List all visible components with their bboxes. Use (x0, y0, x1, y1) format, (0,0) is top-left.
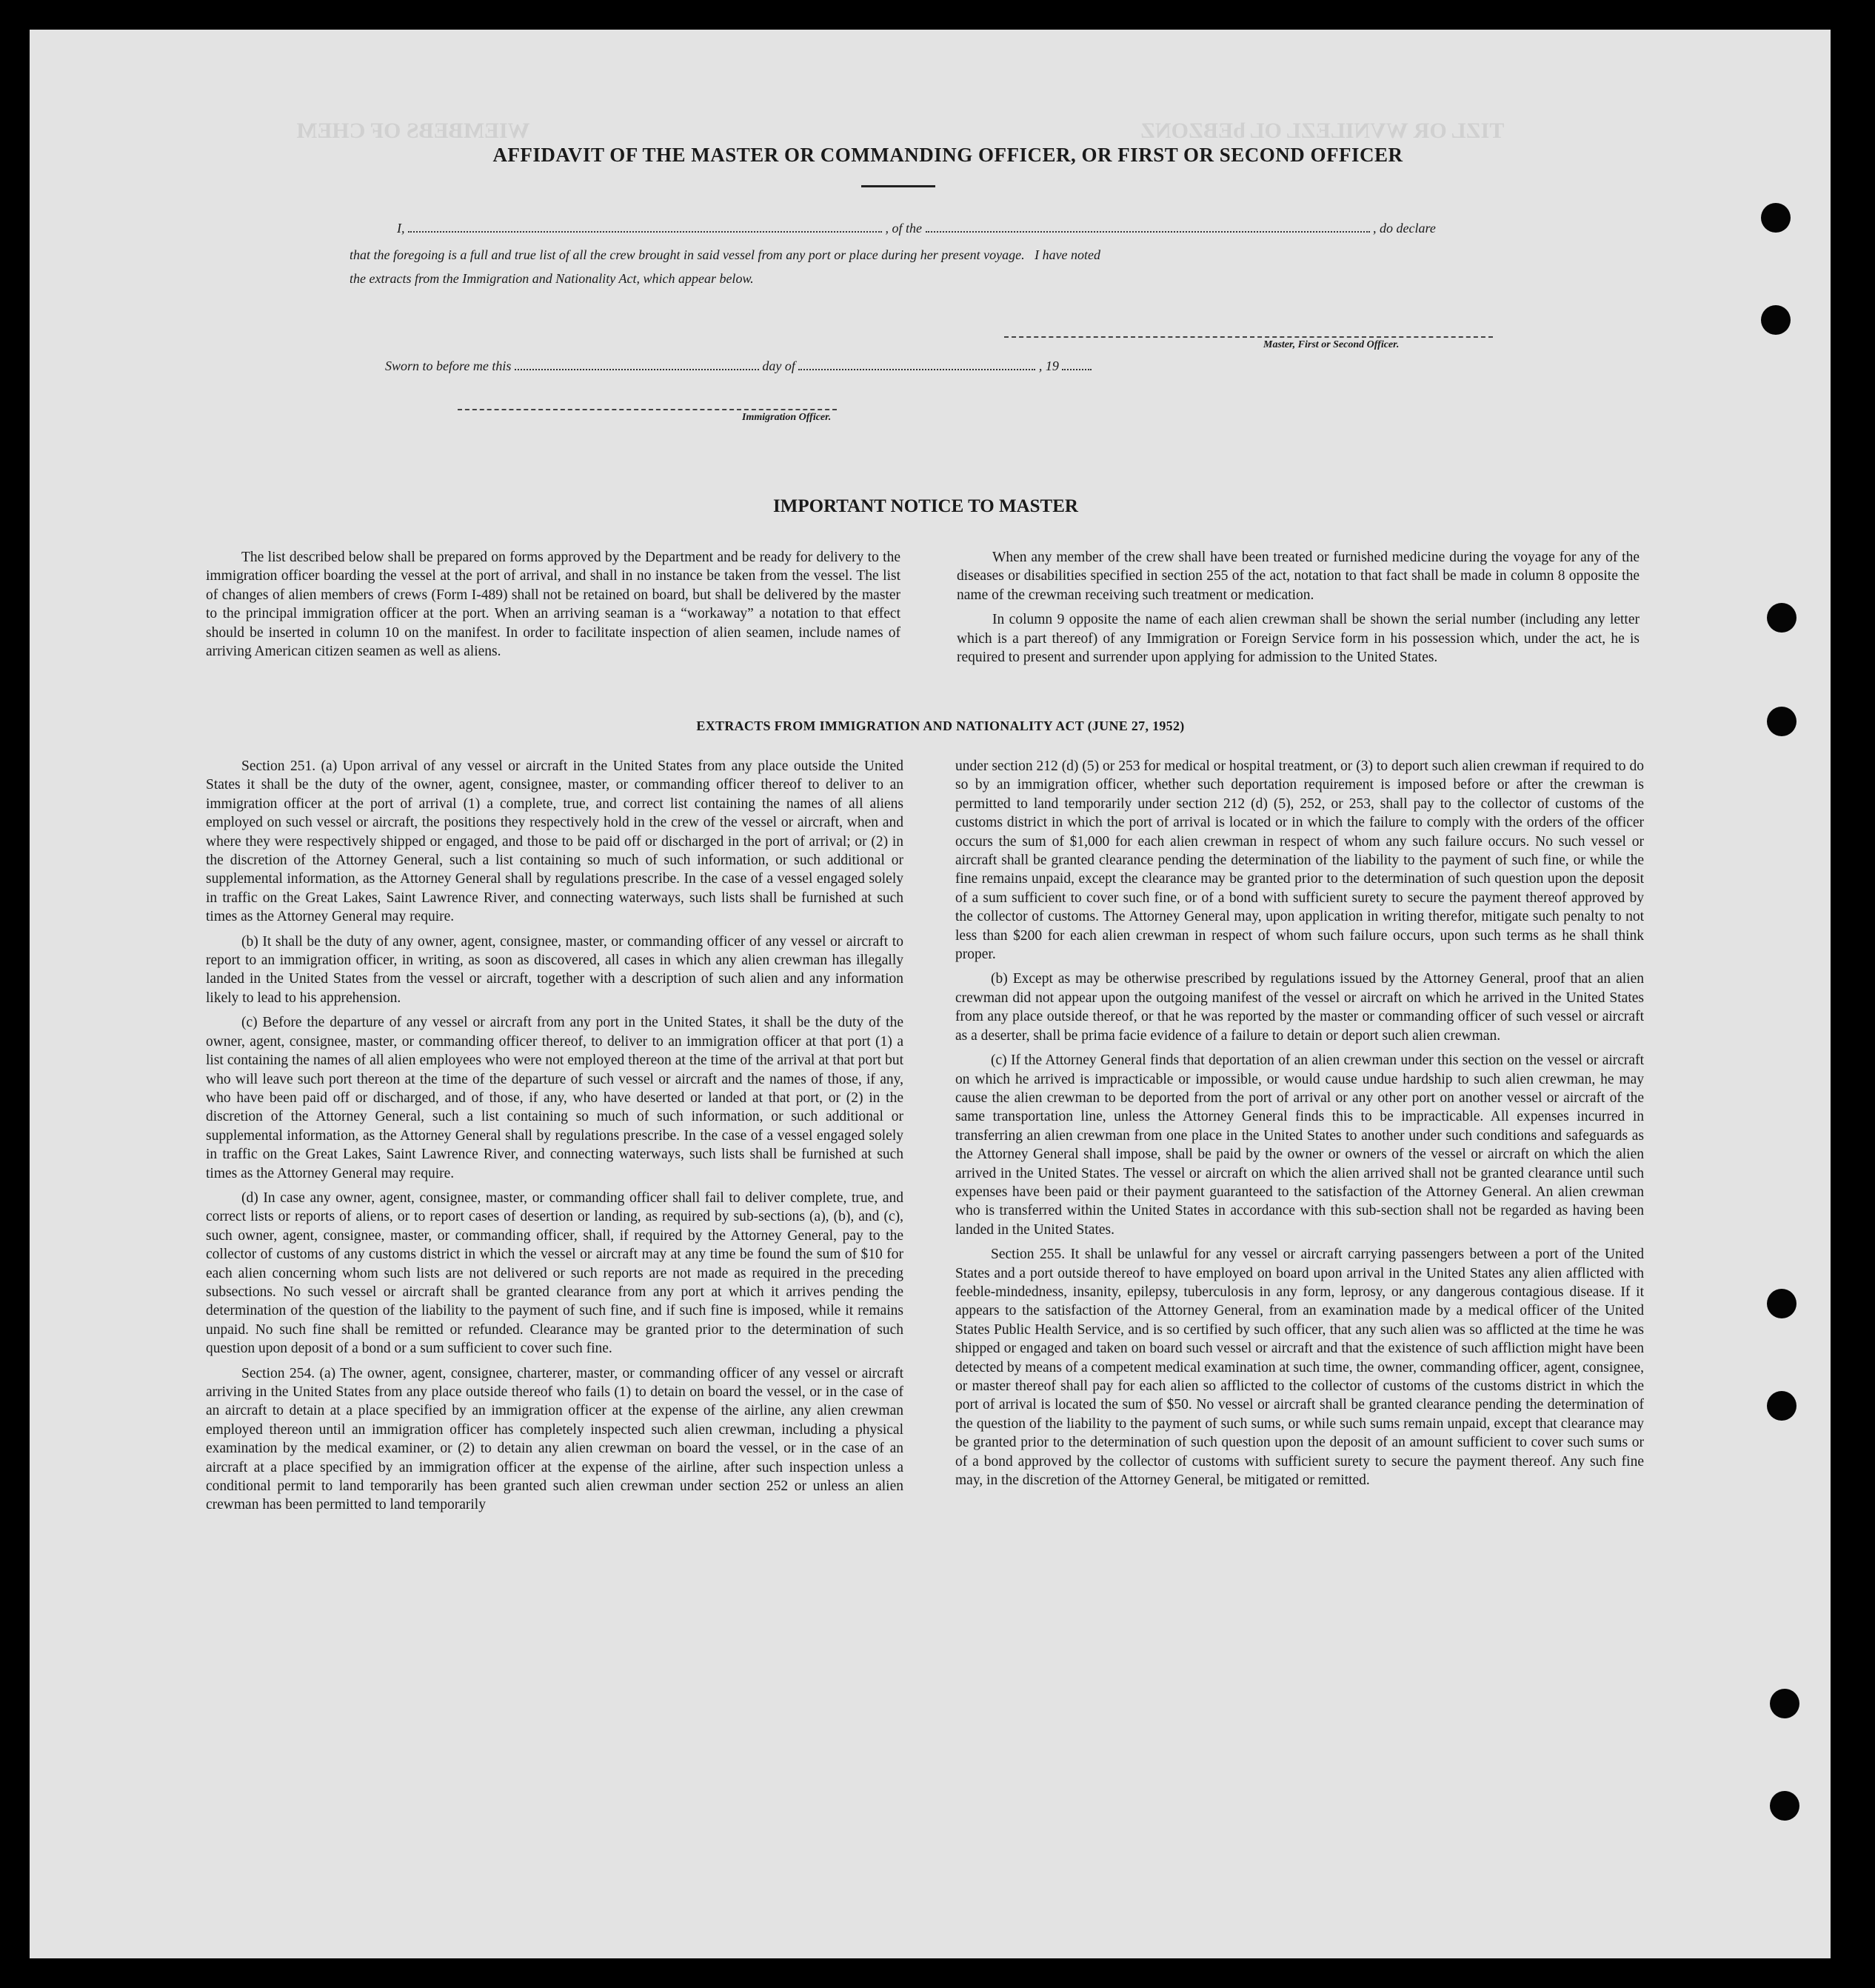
act-paragraph: Section 254. (a) The owner, agent, consignee, charterer, master, or commanding officer of any vessel or aircraft arriving in the United States from any place outside thereof who fails (1) to detain on board the vessel, or in the case of an aircraft to detain at a place specified by an immigration officer at the expense of the airline, any alien crewman employed thereon until an immigration officer has completely inspected such alien crewman, including a physical examination by the medical examiner, or (2) to detain any alien crewman on board the vessel, or in the case of an aircraft at a place specified by an immigration officer at the expense of the airline, after such inspection unless a conditional permit to land temporarily has been granted such alien crewman under section 252 or unless an alien crewman has been permitted to land temporarily (206, 1365, 903, 1513)
notice-right-column (957, 548, 1640, 673)
binder-hole (1770, 1689, 1799, 1718)
affidavit-of-label: , of the (885, 221, 922, 236)
affidavit-title: AFFIDAVIT OF THE MASTER OR COMMANDING OFFICER, OR FIRST OR SECOND OFFICER (492, 144, 1403, 166)
sworn-label: Sworn to before me this (385, 358, 512, 373)
extracts-title: EXTRACTS FROM IMMIGRATION AND NATIONALITY ACT (JUNE 27, 1952) (696, 718, 1185, 733)
extracts-left-column (206, 757, 903, 1521)
affidavit-line-3: the extracts from the Immigration and Nationality Act, which appear below. (350, 271, 754, 286)
act-paragraph: (b) Except as may be otherwise prescribed by regulations issued by the Attorney General, proof that an alien crewman did not appear upon the outgoing manifest of the vessel or aircraft on which he arrived in the United States from any place outside thereof, or that he was reported by the master or commanding officer of such vessel or aircraft as a deserter, shall be prima facie evidence of a failure to detain or deport such alien crewman. (955, 971, 1644, 1044)
binder-hole (1767, 1391, 1797, 1421)
master-caption: Master, First or Second Officer. (1263, 339, 1400, 350)
title-rule (861, 185, 935, 187)
sworn-day-field[interactable] (515, 368, 759, 370)
master-signature-line[interactable] (1004, 336, 1493, 338)
officer-caption: Immigration Officer. (742, 412, 832, 423)
affidavit-i-label: I, (397, 221, 405, 236)
show-through-text: WIEMBEBS OF CHEM (296, 119, 530, 143)
extracts-right-column (955, 757, 1644, 1495)
act-paragraph: (c) Before the departure of any vessel or aircraft from any port in the United States, it shall be the duty of the owner, agent, consignee, master, or commanding officer thereof, to deliver to an immigration officer at that port (1) a list containing the names of all alien employees who were not employed thereon at the time of the arrival at that port but who will leave such port thereon at the time of the departure of such vessel or aircraft and the names of those, if any, who have been paid off or discharged, and of those, if any, who have deserted or landed at that port, or (2) in the discretion of the Attorney General, such a list containing so much of such information, or such additional or supplemental information, as the Attorney General shall by regulations prescribe. In the case of a vessel engaged solely in traffic on the Great Lakes, Saint Lawrence River, and connecting waterways, such lists shall be furnished at such times as the Attorney General may require. (206, 1015, 903, 1181)
binder-hole (1761, 305, 1791, 335)
sworn-line (385, 358, 1092, 374)
act-paragraph: (d) In case any owner, agent, consignee, master, or commanding officer shall fail to deliver complete, true, and correct lists or reports of aliens, or to report cases of desertion or landing, as required by sub-sections (a), (b), and (c), such owner, agent, consignee, master, or commanding officer, shall, if required by the Attorney General, pay to the collector of customs of any customs district in which the vessel or aircraft may at any time be found the sum of $10 for each alien concerning whom such lists are not delivered or such reports are not made as required in the preceding subsections. No such vessel or aircraft shall be granted clearance from any port at which it arrives pending the determination of the question of the liability to the payment of such fine, and if such fine is imposed, while it remains unpaid. No such fine shall be remitted or refunded. Clearance may be granted prior to the determination of such question upon deposit of a bond or a sum sufficient to cover such fine. (206, 1190, 903, 1357)
sworn-month-field[interactable] (798, 368, 1035, 370)
act-paragraph: under section 212 (d) (5) or 253 for medical or hospital treatment, or (3) to deport such alien crewman if required to do so by an immigration officer, whether such deportation requirement is imposed before or after the crewman is permitted to land temporarily under section 212 (d) (5), 252, or 253, shall pay to the collector of customs of the customs district in which the port of arrival is located or in which the failure to comply with the orders of the officer occurs the sum of $1,000 for each alien crewman in respect of whom any such failure occurs. No such vessel or aircraft shall be granted clearance pending the determination of the liability to the payment of such fine, or while the fine remains unpaid, except the clearance may be granted prior to the determination of such question upon the deposit of a sum sufficient to cover such fine, or of a bond with sufficient surety to secure the payment thereof approved by the collector of customs. The Attorney General may, upon application in writing therefor, mitigate such penalty to not less than $200 for each alien crewman in respect of whom such failure occurs, upon such terms as he shall think proper. (955, 758, 1644, 963)
affidavit-line-2: that the foregoing is a full and true list of all the crew brought in said vessel from any port or place during her present voyage. I have noted (350, 247, 1101, 262)
act-paragraph: Section 255. It shall be unlawful for any vessel or aircraft carrying passengers between a port of the United States and a port outside thereof to have employed on board upon arrival in the United States any alien afflicted with feeble-mindedness, insanity, epilepsy, tuberculosis in any form, leprosy, or any dangerous contagious disease. If it appears to the satisfaction of the Attorney General, from an examination made by a medical officer of the United States Public Health Service, and is so certified by such officer, that any such alien was so afflicted at the time he was shipped or engaged and taken on board such vessel or aircraft and that the existence of such affliction might have been detected by means of a competent medical examination at such time, the owner, commanding officer, agent, consignee, or master thereof shall pay for each alien so afflicted to the collector of customs of the customs district in which the port of arrival is located the sum of $50. No vessel or aircraft shall be granted clearance pending the determination of the question of the liability to the payment of such sums, or while such sums remain unpaid, except that clearance may be granted prior to the determination of such question upon the deposit of an amount sufficient to cover such sums or of a bond approved by the collector of customs with sufficient surety to secure the payment thereof. Any such fine may, in the discretion of the Attorney General, be mitigated or remitted. (955, 1247, 1644, 1489)
sworn-year-field[interactable] (1062, 368, 1092, 370)
notice-title: IMPORTANT NOTICE TO MASTER (773, 496, 1078, 516)
year-label: , 19 (1038, 358, 1059, 373)
officer-signature-line[interactable] (458, 409, 837, 410)
binder-hole (1761, 203, 1791, 233)
notice-paragraph: The list described below shall be prepared on forms approved by the Department and be ready for delivery to the immigration officer boarding the vessel at the port of arrival, and shall in no instance be taken from the vessel. The list of changes of alien members of crews (Form I-489) shall not be retained on board, but shall be delivered by the master to the principal immigration officer at the port. When an arriving seaman is a “workaway” a notation to that effect should be inserted in column 10 on the manifest. In order to facilitate inspection of alien seamen, include names of arriving American citizen seamen as well as aliens. (206, 550, 900, 660)
binder-hole (1767, 603, 1797, 633)
binder-hole (1767, 1289, 1797, 1318)
act-paragraph: (c) If the Attorney General finds that deportation of an alien crewman under this section on the vessel or aircraft on which he arrived is impracticable or impossible, or would cause undue hardship to such alien crewman, he may cause the alien crewman to be deported from the port of arrival or any other port on another vessel or aircraft of the same transportation line, unless the Attorney General finds this to be impracticable. All expenses incurred in transferring an alien crewman from one place in the United States to another under such conditions and safeguards as the Attorney General shall impose, shall be paid by the owner or owners of the vessel or aircraft on which the alien arrived in the United States. The vessel or aircraft on which the alien arrived shall not be granted clearance until such expenses have been paid or their payment guaranteed to the satisfaction of the Attorney General. An alien crewman who is transferred within the United States in accordance with this sub-section shall not be regarded as having been landed in the United States. (955, 1053, 1644, 1238)
act-paragraph: (b) It shall be the duty of any owner, agent, consignee, master, or commanding officer of any vessel or aircraft to report to an immigration officer, in writing, as soon as discovered, all cases in which any alien crewman has illegally landed in the United States from the vessel or aircraft, together with a description of such alien and any information likely to lead to his apprehension. (206, 933, 903, 1006)
name-field[interactable] (408, 230, 882, 233)
notice-left-column (206, 548, 900, 667)
affidavit-declare-label: , do declare (1373, 221, 1436, 236)
vessel-field[interactable] (926, 230, 1370, 233)
day-of-label: day of (762, 358, 795, 373)
show-through-text: TIZL OR WVNILEZL OL bEBZONZ (1140, 119, 1505, 143)
document-page (30, 30, 1831, 1958)
act-paragraph: Section 251. (a) Upon arrival of any vessel or aircraft in the United States from any place outside the United States it shall be the duty of the owner, agent, consignee, master, or commanding officer thereof to deliver to an immigration officer at the port of arrival (1) a complete, true, and correct list containing the names of all aliens employed on such vessel or aircraft, the positions they respectively hold in the crew of the vessel or aircraft, when and where they were respectively shipped or engaged, and those to be paid off or discharged in the port of arrival; or (2) in the discretion of the Attorney General, such a list containing so much of such information, or such additional or supplemental information, as the Attorney General shall by regulations prescribe. In the case of a vessel engaged solely in traffic on the Great Lakes, Saint Lawrence River, and connecting waterways, such lists shall be furnished at such times as the Attorney General may require. (206, 758, 903, 925)
affidavit-line-1 (397, 221, 1436, 236)
notice-paragraph: In column 9 opposite the name of each alien crewman shall be shown the serial number (including any letter which is a part thereof) of any Immigration or Foreign Service form in his possession which, under the act, he is required to present and surrender upon applying for admission to the United States. (957, 612, 1640, 666)
binder-hole (1770, 1791, 1799, 1821)
notice-paragraph: When any member of the crew shall have been treated or furnished medicine during the voyage for any of the diseases or disabilities specified in section 255 of the act, notation to that fact shall be made in column 8 opposite the name of the crewman receiving such treatment or medication. (957, 550, 1640, 603)
binder-hole (1767, 707, 1797, 736)
